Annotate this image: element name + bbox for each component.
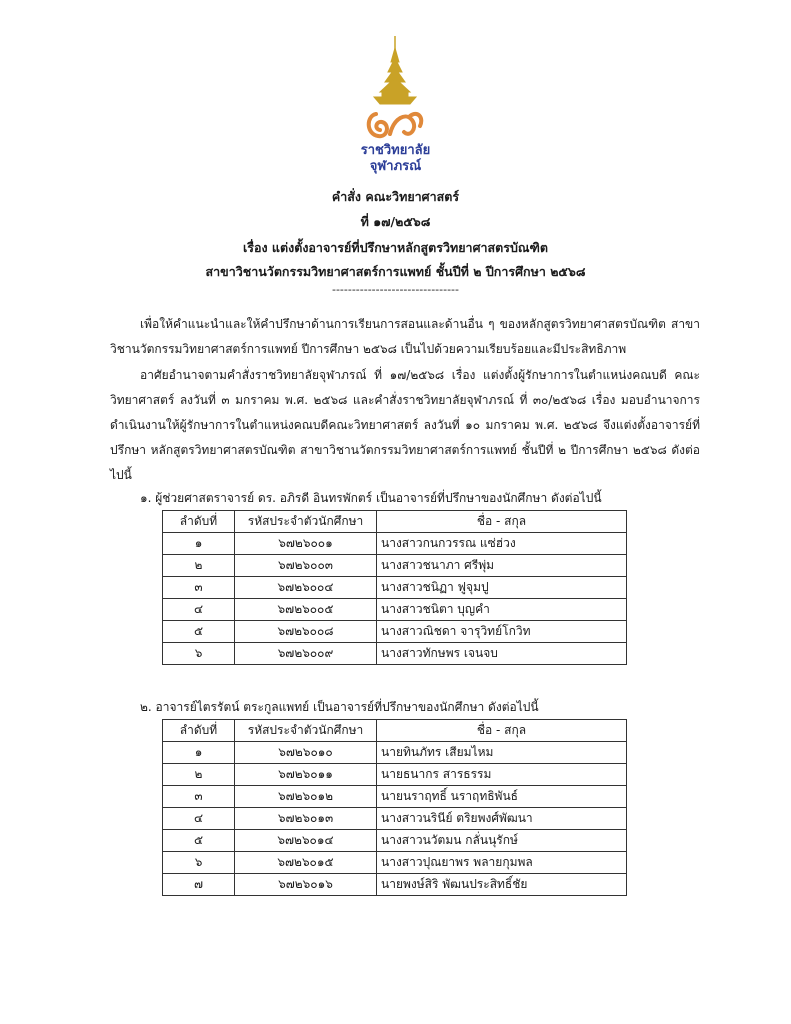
row-name: นายพงษ์สิริ พัฒนประสิทธิ์ชัย (377, 874, 627, 896)
row-name: นางสาวชนิตา บุญคำ (377, 599, 627, 621)
table-row (163, 643, 627, 665)
row-id: ๖๗๒๖๐๐๓ (235, 555, 377, 577)
row-id: ๖๗๒๖๐๐๙ (235, 643, 377, 665)
table-row (163, 808, 627, 830)
table-row (163, 764, 627, 786)
order-title: คำสั่ง คณะวิทยาศาสตร์ (331, 189, 460, 204)
advisor2-student-table (162, 719, 627, 896)
table-row (163, 555, 627, 577)
table-row (163, 599, 627, 621)
table-row (163, 533, 627, 555)
col-header-id: รหัสประจำตัวนักศึกษา (235, 720, 377, 742)
row-id: ๖๗๒๖๐๑๓ (235, 808, 377, 830)
row-id: ๖๗๒๖๐๑๔ (235, 830, 377, 852)
table-row (163, 874, 627, 896)
row-name: นายนราฤทธิ์ นราฤทธิพันธ์ (377, 786, 627, 808)
row-id: ๖๗๒๖๐๐๕ (235, 599, 377, 621)
row-id: ๖๗๒๖๐๑๖ (235, 874, 377, 896)
row-id: ๖๗๒๖๐๑๕ (235, 852, 377, 874)
table-row (163, 621, 627, 643)
row-name: นางสาวชนาภา ศรีพุ่ม (377, 555, 627, 577)
row-no: ๑ (163, 533, 235, 555)
row-no: ๔ (163, 599, 235, 621)
row-name: นางสาวณิชดา จารุวิทย์โกวิท (377, 621, 627, 643)
col-header-no: ลำดับที่ (163, 720, 235, 742)
row-id: ๖๗๒๖๐๐๔ (235, 577, 377, 599)
section2-title: ๒. อาจารย์ไตรรัตน์ ตระกูลแพทย์ เป็นอาจารย์ที่ปรึกษาของนักศึกษา ดังต่อไปนี้ (140, 700, 539, 714)
row-no: ๗ (163, 874, 235, 896)
row-id: ๖๗๒๖๐๑๑ (235, 764, 377, 786)
separator: -------------------------------- (331, 283, 459, 296)
row-name: นางสาวปุณยาพร พลายกุมพล (377, 852, 627, 874)
table-row (163, 786, 627, 808)
row-no: ๒ (163, 764, 235, 786)
table-row (163, 577, 627, 599)
paragraph-purpose: เพื่อให้คำแนะนำและให้คำปรึกษาด้านการเรียนการสอนและด้านอื่น ๆ ของหลักสูตรวิทยาศาสตรบัณฑิต สาขาวิชานวัตกรรมวิทยาศาสตร์การแพทย์ ปีการศึกษา ๒๕๖๘ เป็นไปด้วยความเรียบร้อยและมีประสิทธิภาพ (110, 317, 700, 356)
section1-title: ๑. ผู้ช่วยศาสตราจารย์ ดร. อภิรดี อินทรพักตร์ เป็นอาจารย์ที่ปรึกษาของนักศึกษา ดังต่อไปนี้ (140, 491, 602, 505)
org-name-line1: ราชวิทยาลัย (360, 143, 431, 158)
row-id: ๖๗๒๖๐๐๑ (235, 533, 377, 555)
row-id: ๖๗๒๖๐๑๒ (235, 786, 377, 808)
row-id: ๖๗๒๖๐๑๐ (235, 742, 377, 764)
order-program: สาขาวิชานวัตกรรมวิทยาศาสตร์การแพทย์ ชั้นปีที่ ๒ ปีการศึกษา ๒๕๖๘ (205, 264, 586, 279)
row-id: ๖๗๒๖๐๐๘ (235, 621, 377, 643)
row-name: นางสาวทักษพร เจนจบ (377, 643, 627, 665)
row-no: ๓ (163, 577, 235, 599)
table-row (163, 742, 627, 764)
order-number: ที่ ๑๗/๒๕๖๘ (360, 214, 431, 229)
row-no: ๕ (163, 621, 235, 643)
col-header-name: ชื่อ - สกุล (377, 511, 627, 533)
institution-logo (360, 34, 430, 144)
org-name-line2: จุฬาภรณ์ (369, 159, 422, 174)
row-name: นางสาวชนิฏา ฟูจุมปู (377, 577, 627, 599)
row-no: ๖ (163, 643, 235, 665)
row-name: นางสาวนรินีย์ ตริยพงศ์พัฒนา (377, 808, 627, 830)
row-name: นางสาวกนกวรรณ แซ่ฮ่วง (377, 533, 627, 555)
table-header-row (163, 720, 627, 742)
paragraph-authority: อาศัยอำนาจตามคำสั่งราชวิทยาลัยจุฬาภรณ์ ที่ ๑๗/๒๕๖๘ เรื่อง แต่งตั้งผู้รักษาการในตำแหน่งคณบดี คณะวิทยาศาสตร์ ลงวันที่ ๓ มกราคม พ.ศ. ๒๕๖๘ และคำสั่งราชวิทยาลัยจุฬาภรณ์ ที่ ๓๐/๒๕๖๘ เรื่อง มอบอำนาจการดำเนินงานให้ผู้รักษาการในตำแหน่งคณบดีคณะวิทยาศาสตร์ ลงวันที่ ๑๐ มกราคม พ.ศ. ๒๕๖๘ จึงแต่งตั้งอาจารย์ที่ปรึกษา หลักสูตรวิทยาศาสตรบัณฑิต สาขาวิชานวัตกรรมวิทยาศาสตร์การแพทย์ ชั้นปีที่ ๒ ปีการศึกษา ๒๕๖๘ ดังต่อไปนี้ (110, 368, 700, 482)
row-name: นายธนากร สารธรรม (377, 764, 627, 786)
col-header-id: รหัสประจำตัวนักศึกษา (235, 511, 377, 533)
row-no: ๕ (163, 830, 235, 852)
advisor1-student-table (162, 510, 627, 665)
table-header-row (163, 511, 627, 533)
row-no: ๔ (163, 808, 235, 830)
col-header-no: ลำดับที่ (163, 511, 235, 533)
table-row (163, 830, 627, 852)
col-header-name: ชื่อ - สกุล (377, 720, 627, 742)
table-row (163, 852, 627, 874)
row-no: ๑ (163, 742, 235, 764)
row-no: ๒ (163, 555, 235, 577)
order-subject: เรื่อง แต่งตั้งอาจารย์ที่ปรึกษาหลักสูตรวิทยาศาสตรบัณฑิต (242, 240, 549, 255)
row-no: ๖ (163, 852, 235, 874)
row-name: นายทินภัทร เสียมไหม (377, 742, 627, 764)
row-no: ๓ (163, 786, 235, 808)
row-name: นางสาวนวัตมน กลั่นนุรักษ์ (377, 830, 627, 852)
